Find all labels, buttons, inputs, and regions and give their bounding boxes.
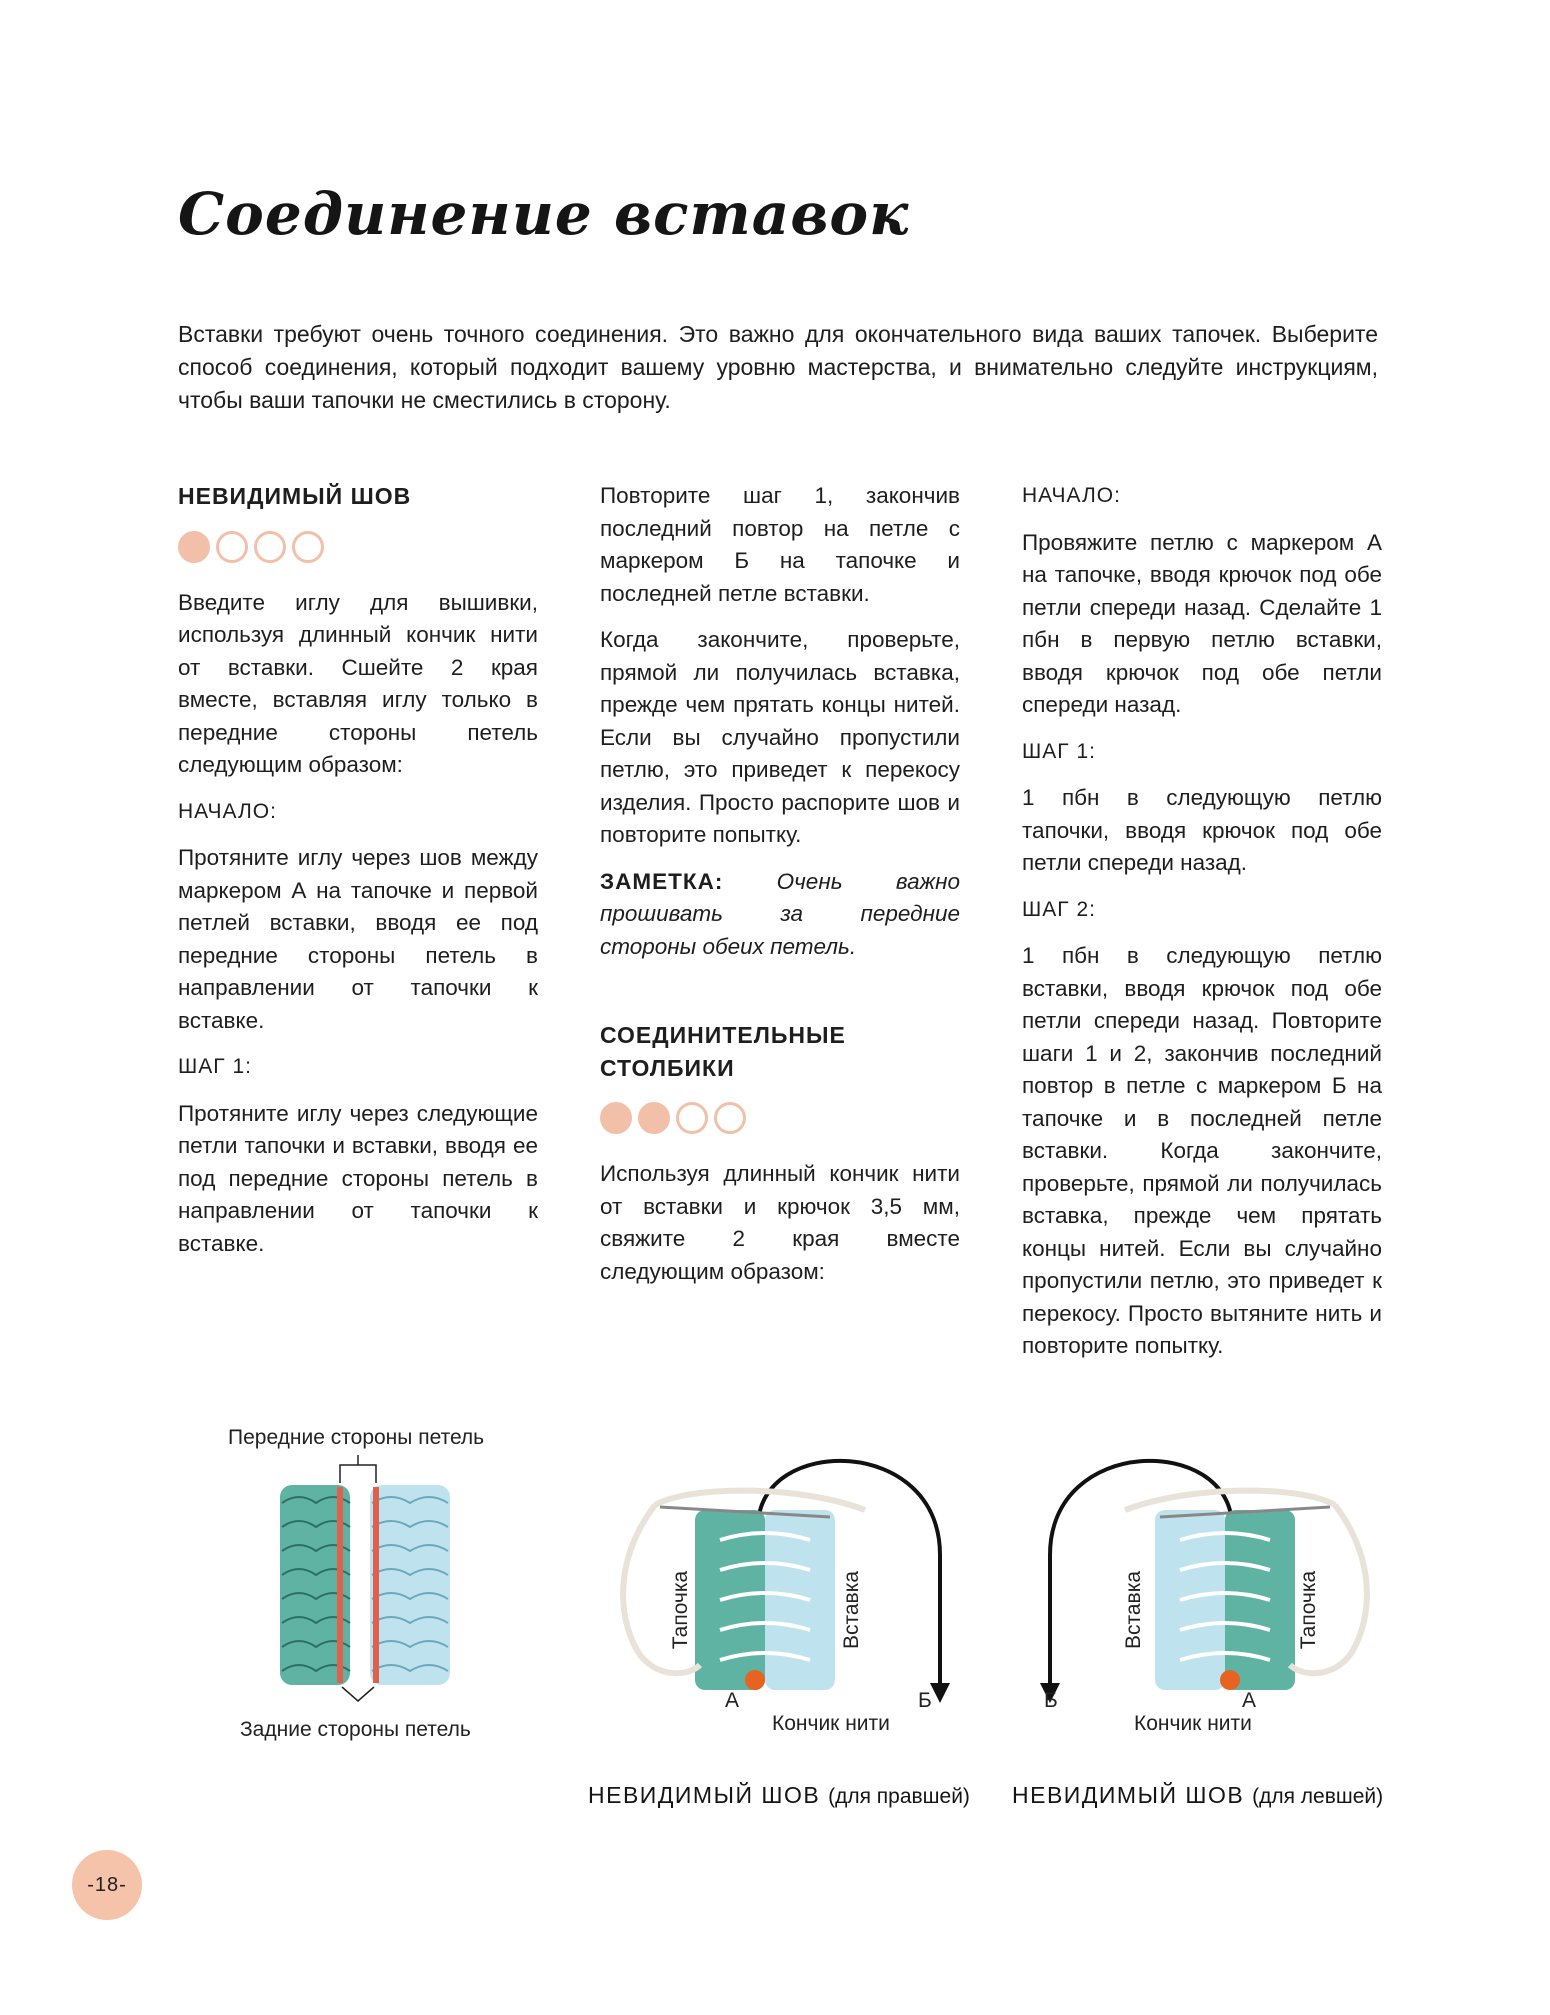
difficulty-dot-empty xyxy=(292,531,324,563)
label-slipper: Тапочка xyxy=(669,1570,692,1650)
page-title: Соединение вставок xyxy=(178,180,910,248)
difficulty-dot-empty xyxy=(216,531,248,563)
label-thread-tail: Кончик нити xyxy=(772,1712,890,1735)
figure-label-back-loops: Задние стороны петель xyxy=(240,1718,471,1741)
note-label: ЗАМЕТКА: xyxy=(600,868,724,894)
label-insert: Вставка xyxy=(1122,1570,1145,1650)
difficulty-dot-empty xyxy=(254,531,286,563)
invisible-seam-left-handed-illustration xyxy=(1030,1455,1390,1715)
step-label-2: ШАГ 2: xyxy=(1022,897,1096,921)
step-label-start: НАЧАЛО: xyxy=(1022,484,1121,507)
paragraph: Введите иглу для вышивки, используя длинный кончик нити от вставки. Сшейте 2 края вместе, вставляя иглу только в передние стороны петель следующим образом: xyxy=(178,589,538,777)
label-a: А xyxy=(1242,1689,1257,1712)
intro-text: Вставки требуют очень точного соединения. Это важно для окончательного вида ваших тапочек. Выберите способ соединения, который подходит вашему уровню мастерства, и внимательно следуйте инструкциям, чтобы ваши тапочки не сместились в сторону. xyxy=(178,321,1378,413)
marker-a xyxy=(1220,1670,1240,1690)
figure-label-front-loops: Передние стороны петель xyxy=(228,1426,485,1449)
label-insert: Вставка xyxy=(840,1570,863,1650)
caption-note: (для левшей) xyxy=(1252,1785,1384,1808)
column-right xyxy=(1022,480,1382,1377)
caption-title: НЕВИДИМЫЙ ШОВ xyxy=(588,1782,821,1808)
column-middle xyxy=(600,480,960,1302)
paragraph: Повторите шаг 1, закончив последний повтор на петле с маркером Б на тапочке и последней петле вставки. xyxy=(600,483,960,606)
caption-left-handed xyxy=(1012,1782,1383,1809)
difficulty-rating-invisible-seam xyxy=(178,527,538,567)
insert-edge-stitches xyxy=(370,1485,450,1685)
section-heading-slip-stitches: СОЕДИНИТЕЛЬНЫЕ СТОЛБИКИ xyxy=(600,1022,846,1081)
note xyxy=(600,866,960,964)
column-invisible-seam xyxy=(178,480,538,1274)
caption-title: НЕВИДИМЫЙ ШОВ xyxy=(1012,1782,1245,1808)
label-a: А xyxy=(725,1689,740,1712)
paragraph: Протяните иглу через шов между маркером А на тапочке и первой петлей вставки, вводя ее под передние стороны петель в направлении от тапочки к вставке. xyxy=(178,845,538,1033)
paragraph: Используя длинный кончик нити от вставки и крючок 3,5 мм, свяжите 2 края вместе следующим образом: xyxy=(600,1161,960,1284)
difficulty-dot-empty xyxy=(676,1102,708,1134)
paragraph: 1 пбн в следующую петлю вставки, вводя крючок под обе петли спереди назад. Повторите шаги 1 и 2, закончив последний повтор в петле с маркером Б на тапочке и в последней петле вставки. Когда закончите, проверьте, прямой ли получилась вставка, прежде чем прятать концы нитей. Если вы случайно пропустили петлю, это приведет к перекосу. Просто вытяните нить и повторите попытку. xyxy=(1022,943,1382,1358)
difficulty-dot-empty xyxy=(714,1102,746,1134)
marker-a xyxy=(745,1670,765,1690)
label-b: Б xyxy=(1044,1689,1058,1712)
paragraph: Протяните иглу через следующие петли тапочки и вставки, вводя ее под передние стороны петель в направлении от тапочки к вставке. xyxy=(178,1100,538,1256)
section-heading-invisible-seam: НЕВИДИМЫЙ ШОВ xyxy=(178,483,412,509)
label-thread-tail: Кончик нити xyxy=(1134,1712,1252,1735)
page-number: -18- xyxy=(72,1850,142,1920)
step-label-start: НАЧАЛО: xyxy=(178,799,277,823)
label-b: Б xyxy=(918,1689,932,1712)
paragraph: Провяжите петлю с маркером А на тапочке, вводя крючок под обе петли спереди назад. Сделайте 1 пбн в первую петлю вставки, вводя крючок под обе петли спереди назад. xyxy=(1022,529,1382,717)
note-text: Очень важно прошивать за передние стороны обеих петель. xyxy=(600,868,960,959)
difficulty-rating-slip-stitches xyxy=(600,1098,960,1138)
difficulty-dot-filled xyxy=(600,1102,632,1134)
step-label-1: ШАГ 1: xyxy=(1022,739,1096,763)
loops-illustration xyxy=(270,1455,470,1705)
paragraph: 1 пбн в следующую петлю тапочки, вводя крючок под обе петли спереди назад. xyxy=(1022,785,1382,875)
arrow-down-icon xyxy=(930,1683,950,1703)
label-slipper: Тапочка xyxy=(1297,1570,1320,1650)
difficulty-dot-filled xyxy=(638,1102,670,1134)
step-label-1: ШАГ 1: xyxy=(178,1055,252,1078)
paragraph: Когда закончите, проверьте, прямой ли получилась вставка, прежде чем прятать концы нитей. Если вы случайно пропустили петлю, это приведет к перекосу изделия. Просто распорите шов и повторите попытку. xyxy=(600,627,960,847)
difficulty-dot-filled xyxy=(178,531,210,563)
caption-right-handed xyxy=(588,1782,970,1809)
caption-note: (для правшей) xyxy=(828,1785,970,1808)
invisible-seam-right-handed-illustration xyxy=(600,1455,960,1715)
